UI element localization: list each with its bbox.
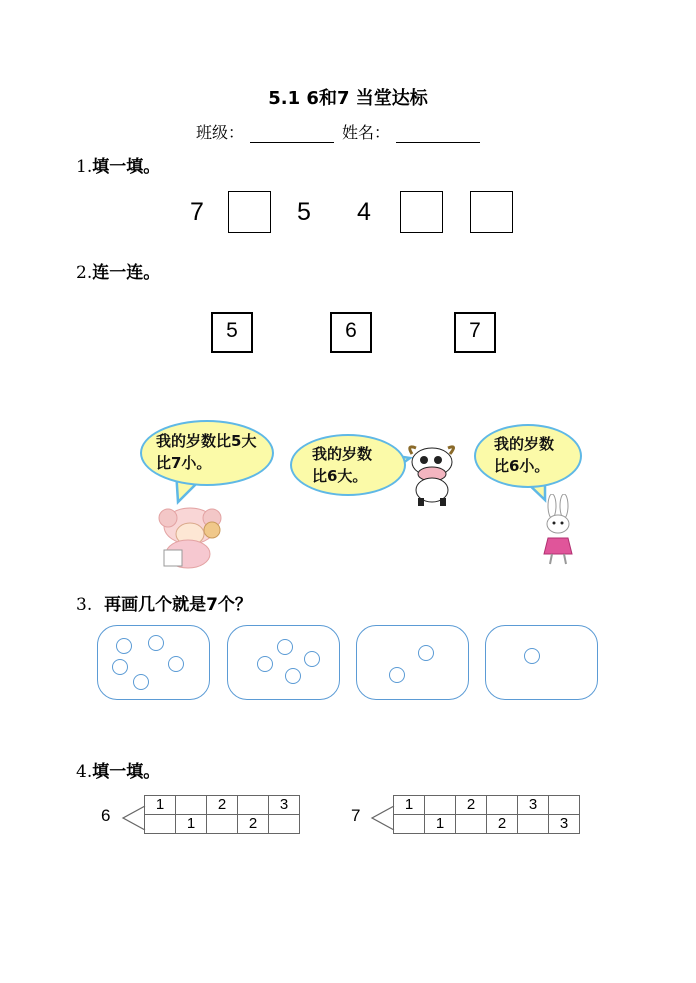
grid-cell[interactable]	[145, 815, 176, 834]
grid-cell[interactable]	[425, 796, 456, 815]
rabbit-speech-bubble	[474, 424, 582, 488]
question-4-number: 4.	[76, 762, 93, 782]
cow-bubble-text: 我的岁数比6大。	[312, 445, 373, 485]
number-box-5[interactable]: 5	[211, 312, 253, 353]
sheep-speech-bubble	[140, 420, 274, 486]
question-3-text: 再画几个就是7个？	[104, 595, 252, 615]
decomposition-grid-7	[393, 795, 580, 834]
circle-icon	[524, 648, 540, 664]
circle-box-1[interactable]	[97, 625, 210, 700]
grid-cell[interactable]	[487, 796, 518, 815]
grid-6-label: 6	[101, 806, 111, 825]
circle-icon	[285, 668, 301, 684]
split-bracket-icon	[368, 800, 396, 836]
sheep-illustration	[154, 504, 226, 570]
seq-item-4: 4	[357, 198, 371, 226]
grid-cell[interactable]	[456, 815, 487, 834]
grid-cell[interactable]	[207, 815, 238, 834]
page-title: 5.1 6和7 当堂达标	[268, 88, 428, 109]
grid-cell[interactable]	[238, 796, 269, 815]
question-2-text: 连一连。	[92, 263, 161, 283]
grid-cell[interactable]: 3	[269, 796, 300, 815]
circle-icon	[168, 656, 184, 672]
question-1-text: 填一填。	[92, 157, 161, 177]
grid-cell[interactable]: 3	[549, 815, 580, 834]
circle-icon	[133, 674, 149, 690]
seq-item-1: 7	[190, 198, 204, 226]
grid-cell[interactable]: 1	[145, 796, 176, 815]
grid-cell[interactable]: 1	[394, 796, 425, 815]
grid-cell[interactable]: 1	[176, 815, 207, 834]
circle-box-4[interactable]	[485, 625, 598, 700]
question-3-number: 3.	[76, 595, 93, 615]
circle-icon	[148, 635, 164, 651]
number-box-7[interactable]: 7	[454, 312, 496, 353]
class-label: 班级：	[196, 123, 245, 142]
rabbit-illustration	[536, 494, 584, 570]
circle-icon	[418, 645, 434, 661]
name-label: 姓名：	[342, 123, 391, 142]
grid-cell[interactable]: 2	[207, 796, 238, 815]
grid-cell[interactable]	[176, 796, 207, 815]
circle-icon	[257, 656, 273, 672]
question-4-text: 填一填。	[92, 762, 161, 782]
question-2-number: 2.	[76, 263, 93, 283]
grid-cell[interactable]: 3	[518, 796, 549, 815]
split-bracket-icon	[119, 800, 147, 836]
cow-illustration	[402, 444, 464, 508]
grid-cell[interactable]: 2	[487, 815, 518, 834]
grid-cell[interactable]	[549, 796, 580, 815]
question-4-heading	[76, 757, 160, 782]
circle-icon	[304, 651, 320, 667]
cow-speech-bubble	[290, 434, 406, 496]
seq-item-3: 5	[297, 198, 311, 226]
question-3-heading	[76, 590, 252, 615]
circle-box-2[interactable]	[227, 625, 340, 700]
rabbit-bubble-text: 我的岁数比6小。	[494, 435, 555, 475]
sheep-bubble-text: 我的岁数比5大比7小。	[156, 432, 257, 472]
circle-box-3[interactable]	[356, 625, 469, 700]
number-box-6[interactable]: 6	[330, 312, 372, 353]
grid-cell[interactable]: 2	[456, 796, 487, 815]
circle-icon	[277, 639, 293, 655]
circle-icon	[389, 667, 405, 683]
circle-icon	[112, 659, 128, 675]
grid-cell[interactable]: 1	[425, 815, 456, 834]
grid-cell[interactable]	[394, 815, 425, 834]
grid-cell[interactable]	[269, 815, 300, 834]
grid-cell[interactable]	[518, 815, 549, 834]
circle-icon	[116, 638, 132, 654]
question-1-number: 1.	[76, 157, 93, 177]
grid-cell[interactable]: 2	[238, 815, 269, 834]
grid-7-label: 7	[351, 806, 361, 825]
decomposition-grid-6	[144, 795, 300, 834]
